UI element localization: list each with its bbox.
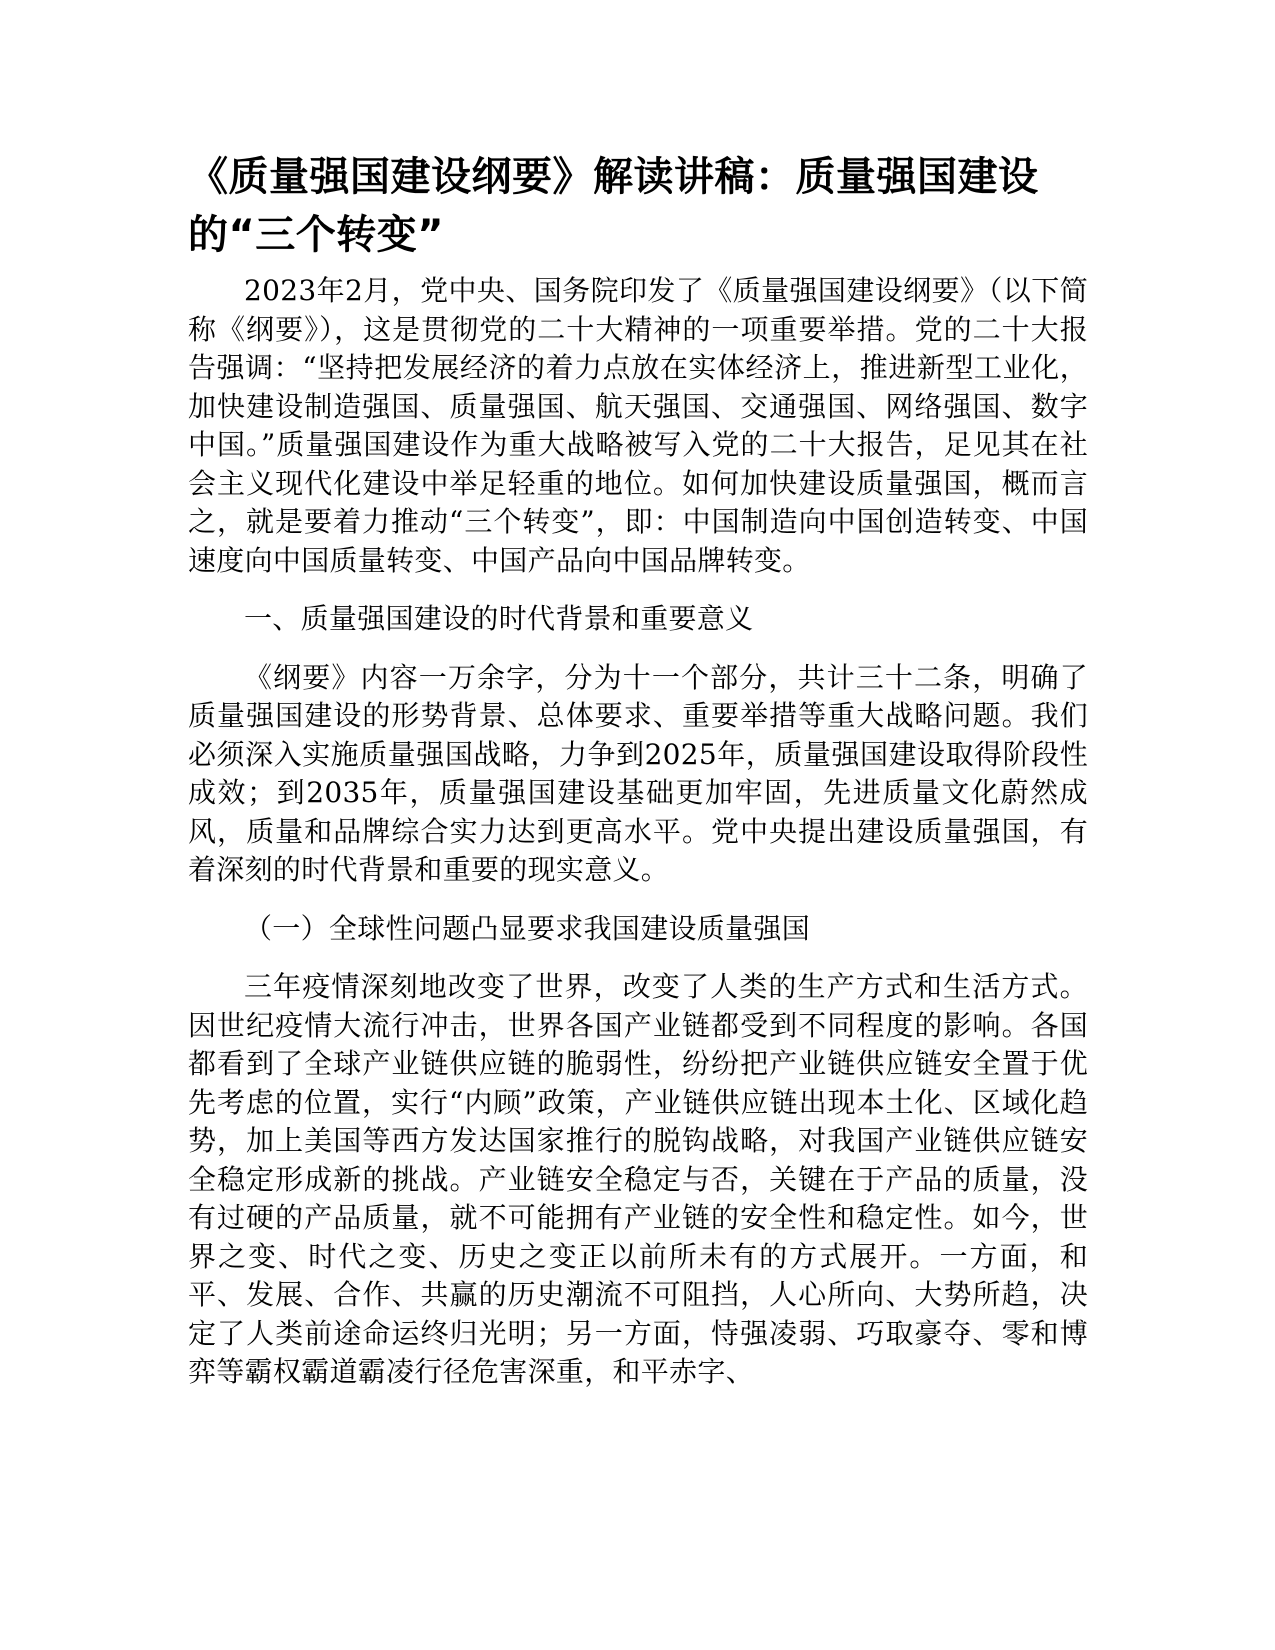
intro-paragraph: 2023年2月，党中央、国务院印发了《质量强国建设纲要》（以下简称《纲要》），这是贯彻党的二十大精神的一项重要举措。党的二十大报告强调：“坚持把发展经济的着力点放在实体经济上，推进新型工业化，加快建设制造强国、质量强国、航天强国、交通强国、网络强国、数字中国。”质量强国建设作为重大战略被写入党的二十大报告，足见其在社会主义现代化建设中举足轻重的地位。如何加快建设质量强国，概而言之，就是要着力推动“三个转变”，即：中国制造向中国创造转变、中国速度向中国质量转变、中国产品向中国品牌转变。 (188, 274, 1088, 577)
subsection-1-paragraph: 三年疫情深刻地改变了世界，改变了人类的生产方式和生活方式。因世纪疫情大流行冲击，世界各国产业链都受到不同程度的影响。各国都看到了全球产业链供应链的脆弱性，纷纷把产业链供应链安全置于优先考虑的位置，实行“内顾”政策，产业链供应链出现本土化、区域化趋势，加上美国等西方发达国家推行的脱钩战略，对我国产业链供应链安全稳定形成新的挑战。产业链安全稳定与否，关键在于产品的质量，没有过硬的产品质量，就不可能拥有产业链的安全性和稳定性。如今，世界之变、时代之变、历史之变正以前所未有的方式展开。一方面，和平、发展、合作、共赢的历史潮流不可阻挡，人心所向、大势所趋，决定了人类前途命运终归光明；另一方面，恃强凌弱、巧取豪夺、零和博弈等霸权霸道霸凌行径危害深重，和平赤字、 (188, 970, 1088, 1388)
subsection-heading-1: （一）全球性问题凸显要求我国建设质量强国 (244, 911, 811, 945)
document-title: 《质量强国建设纲要》解读讲稿：质量强国建设的“三个转变” (188, 154, 1039, 258)
section-1-paragraph: 《纲要》内容一万余字，分为十一个部分，共计三十二条，明确了质量强国建设的形势背景、总体要求、重要举措等重大战略问题。我们必须深入实施质量强国战略，力争到2025年，质量强国建设取得阶段性成效；到2035年，质量强国建设基础更加牢固，先进质量文化蔚然成风，质量和品牌综合实力达到更高水平。党中央提出建设质量强国，有着深刻的时代背景和重要的现实意义。 (188, 660, 1088, 886)
section-heading-1: 一、质量强国建设的时代背景和重要意义 (244, 602, 754, 635)
document-page (188, 148, 1088, 1412)
